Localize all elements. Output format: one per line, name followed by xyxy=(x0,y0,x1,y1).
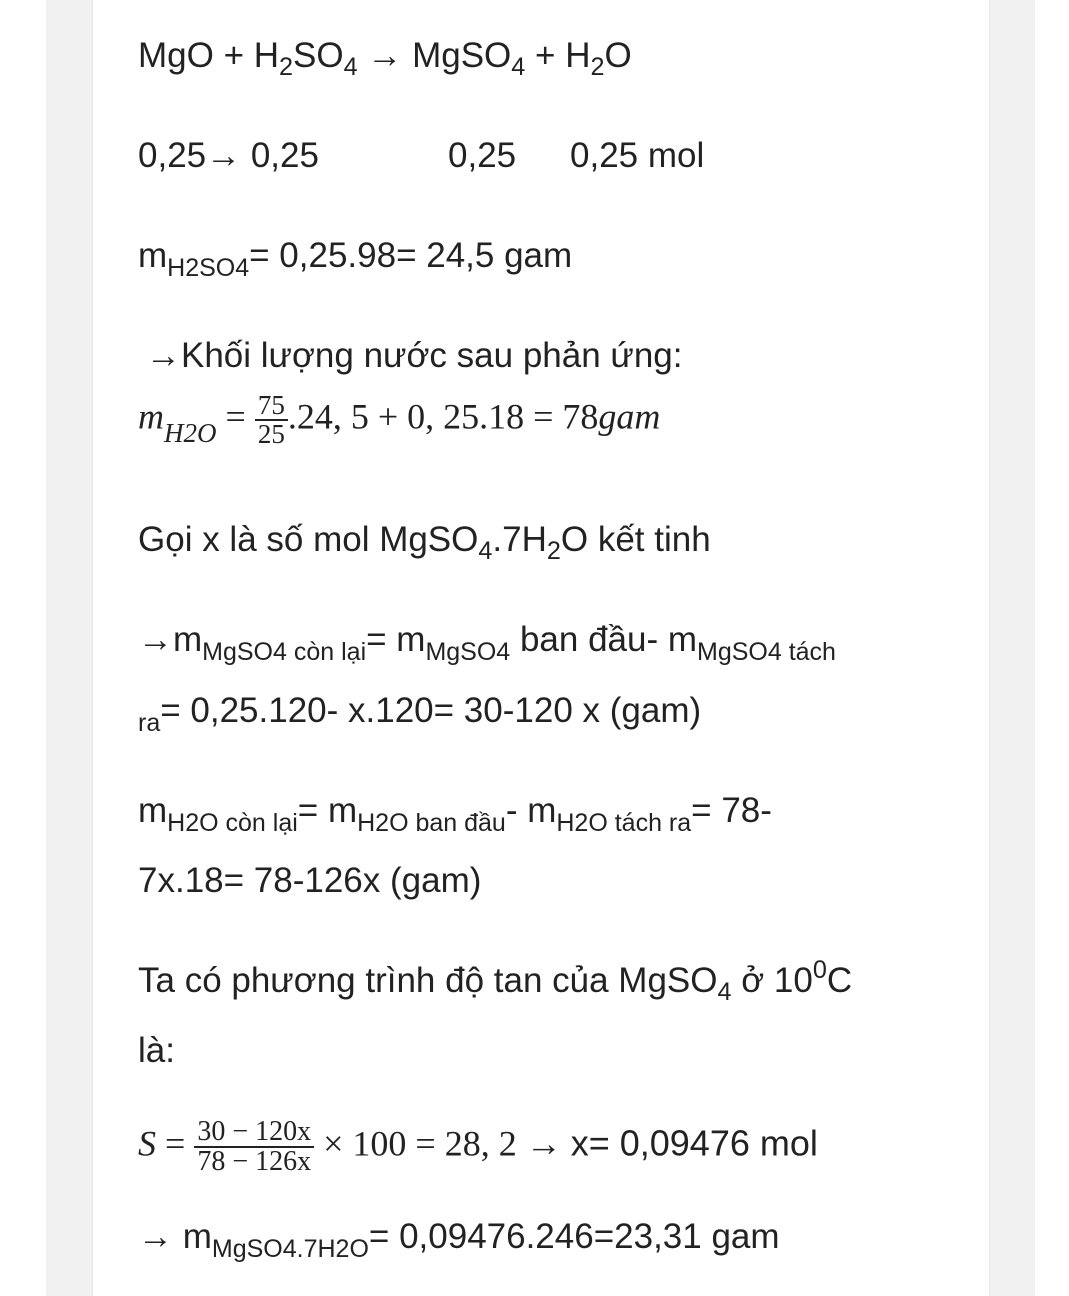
mole-ratios: 0,25→ 0,25 xyxy=(138,136,319,175)
mole-value-h2o: 0,25 mol xyxy=(570,136,705,175)
final-mass: → $m_{MgSO4.7H2O}= 0,09476.246=23,31$ gam xyxy=(138,1217,780,1263)
fraction-75-25: $\frac{75}{25}$ xyxy=(255,392,288,448)
mass-h2so4: $m_{H2SO4}= 0,25.98= 24,5$ gam xyxy=(138,236,573,282)
water-mass-heading: →Khối lượng nước sau phản ứng: xyxy=(146,336,683,375)
water-mass-formula: $m_{H2O}$ = $\frac{75}{25}$ .24, 5 + 0, 25.18 = 78gam xyxy=(138,390,661,449)
solubility-equation: S = $\frac{30 - 120x}{78 - 126x}$ × 100 = 28, 2 → x= 0,09476 mol xyxy=(138,1116,818,1177)
solubility-statement: Ta có phương trình độ tan của MgSO$_4$ ở $10^0C$ xyxy=(138,956,853,1007)
reaction-equation: MgO + $H_2SO_4$ → MgSO$_4$ + $H_2O$ xyxy=(138,36,632,82)
h2o-remaining-line2: 7x.18= 78-126x (gam) xyxy=(138,861,482,900)
mgso4-remaining-line2: $_{ra}$= 0,25.120- x.120= 30-120 x (gam) xyxy=(138,691,702,737)
define-x: Gọi x là số mol $MgSO_4.7H_2O$ kết tinh xyxy=(138,520,711,566)
mgso4-remaining-line1: $\to m_{MgSO4 còn lại}= m_{MgSO4}$ ban đầu- $m_{MgSO4 tách}$ xyxy=(138,620,836,666)
fraction-solubility: $\frac{30 - 120x}{78 - 126x}$ xyxy=(194,1118,314,1176)
h2o-remaining-line1: $m_{H2O còn lại}= m_{H2O ban đầu}-$ $m_{H2O tách ra}= 78-$ xyxy=(138,791,772,837)
mole-value-mgso4: 0,25 xyxy=(448,136,517,175)
left-gutter xyxy=(0,0,46,1296)
right-gutter xyxy=(1035,0,1069,1296)
solubility-statement-line2: là: xyxy=(138,1031,175,1070)
